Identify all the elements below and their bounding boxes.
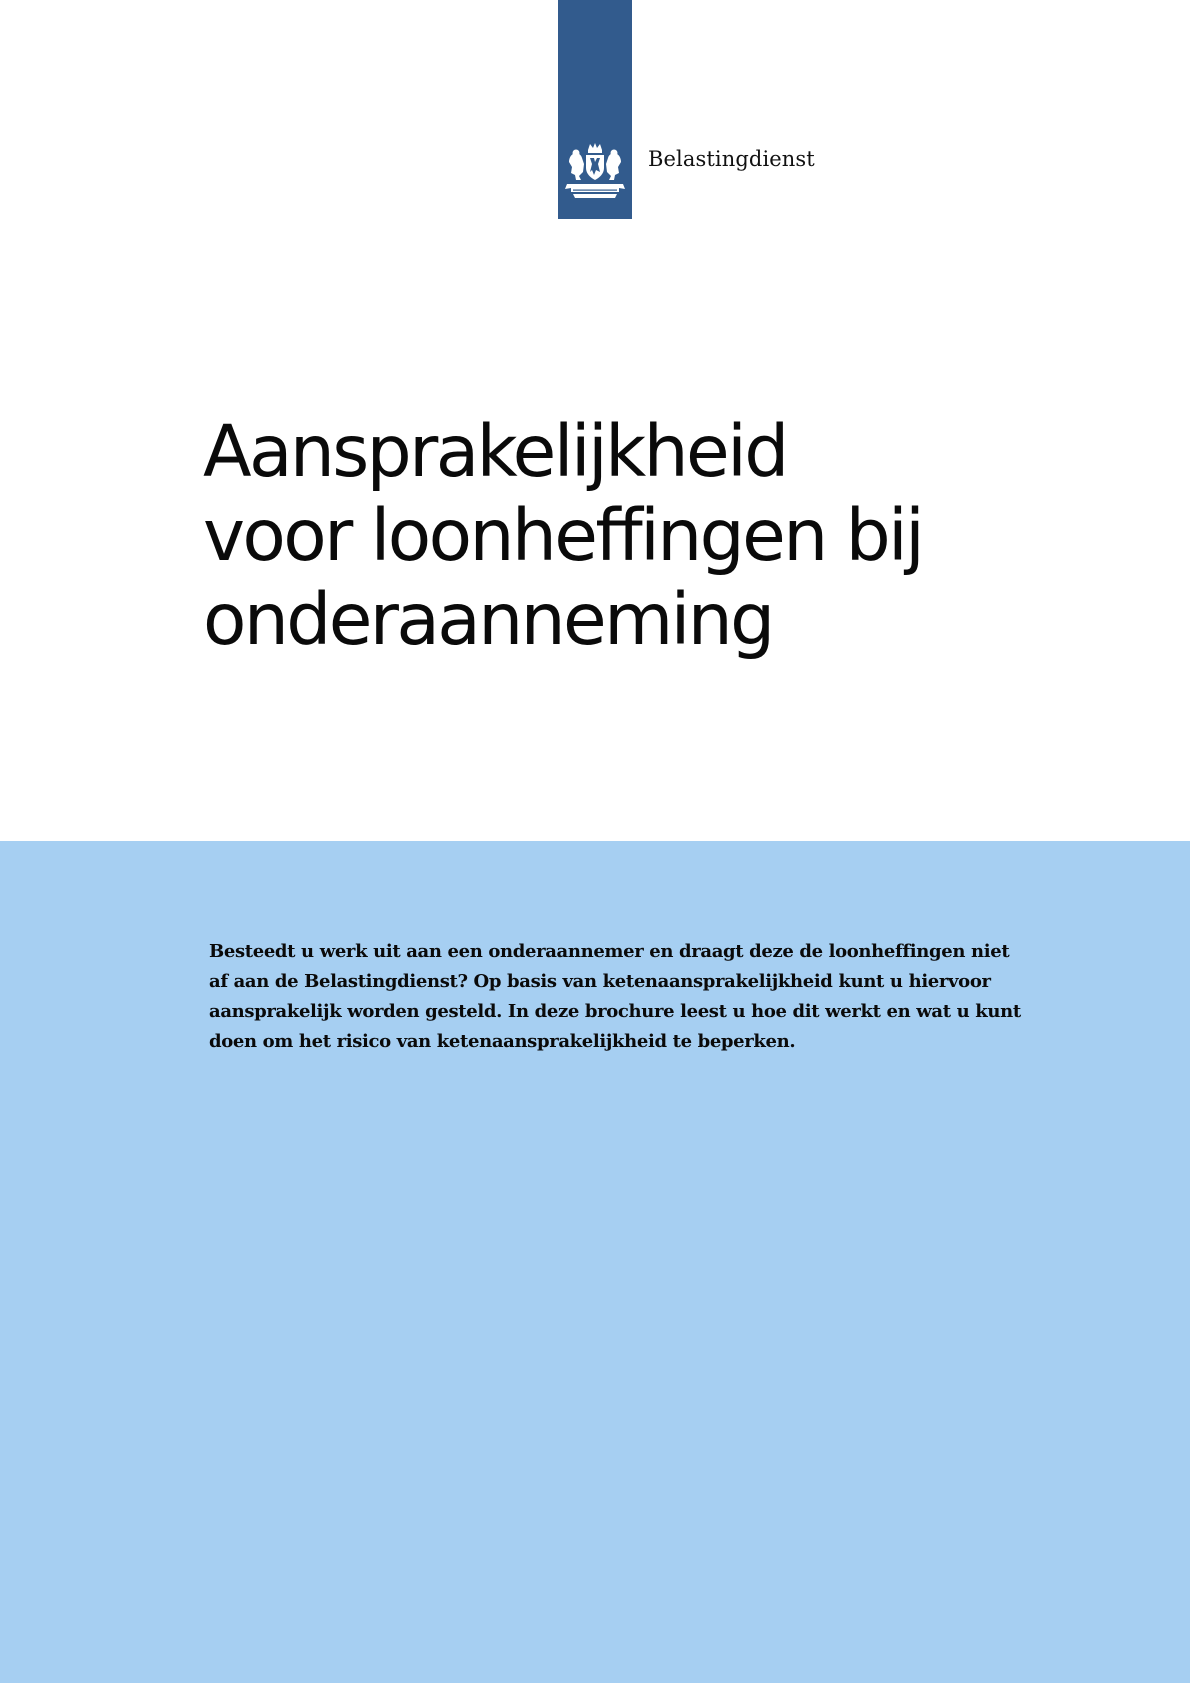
intro-line: aansprakelijk worden gesteld. In deze brochure leest u hoe dit werkt en wat u kunt xyxy=(209,1001,1021,1022)
coat-of-arms-icon xyxy=(563,142,627,200)
title-line: Aansprakelijkheid xyxy=(203,410,787,493)
title-line: onderaanneming xyxy=(203,578,773,661)
logo-bar xyxy=(558,0,632,219)
title-line: voor loonheffingen bij xyxy=(203,494,923,577)
intro-line: af aan de Belastingdienst? Op basis van ketenaansprakelijkheid kunt u hiervoor xyxy=(209,971,991,992)
intro-paragraph xyxy=(209,937,1021,1057)
intro-line: Besteedt u werk uit aan een onderaannemer en draagt deze de loonheffingen niet xyxy=(209,941,1010,962)
intro-line: doen om het risico van ketenaansprakelijkheid te beperken. xyxy=(209,1031,796,1052)
organization-name: Belastingdienst xyxy=(648,147,815,171)
document-title xyxy=(203,410,963,662)
